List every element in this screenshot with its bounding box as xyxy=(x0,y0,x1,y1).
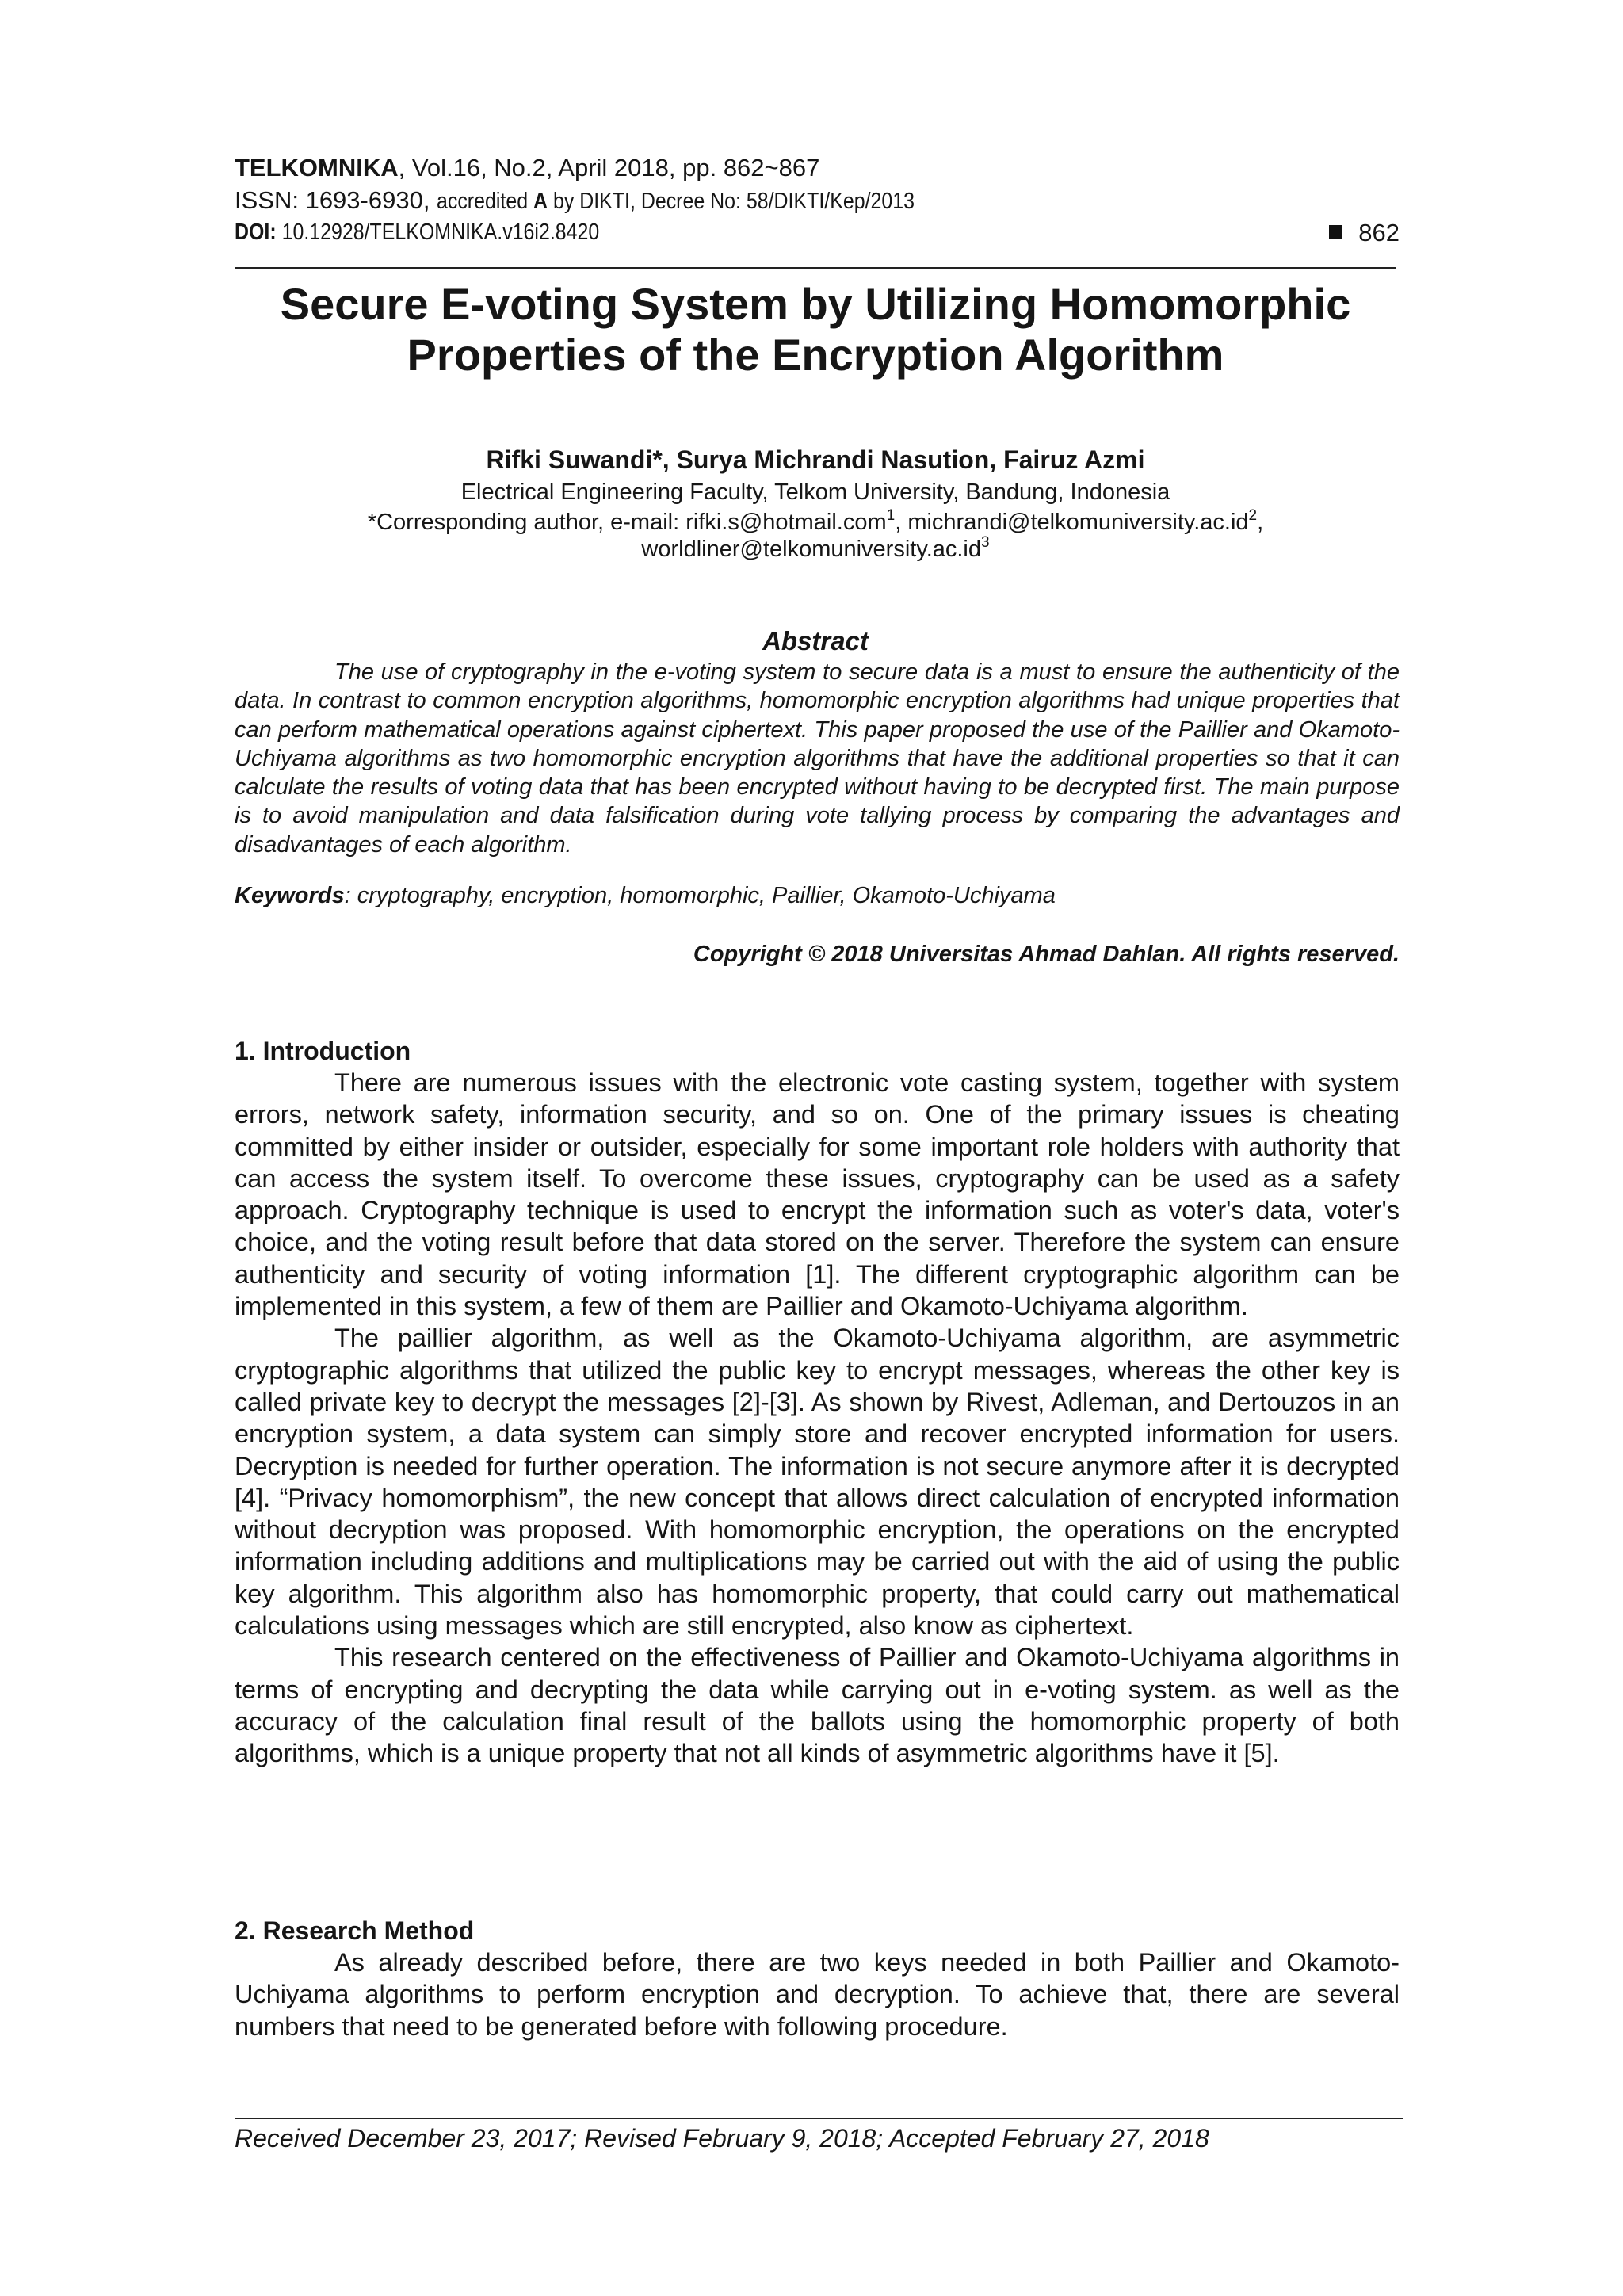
doi-line xyxy=(235,218,1400,246)
section-heading-introduction: 1. Introduction xyxy=(235,1037,411,1065)
introduction-body xyxy=(235,1067,1400,1770)
page-number: 862 xyxy=(1329,219,1400,247)
author-names: Rifki Suwandi*, Surya Michrandi Nasution, Fairuz Azmi xyxy=(486,445,1145,474)
paragraph: The paillier algorithm, as well as the Okamoto-Uchiyama algorithm, are asymmetric cryptographic algorithms that utilized the public key to encrypt messages, whereas the other key is called private key to decrypt the messages [2]-[3]. As shown by Rivest, Adleman, and Dertouzos in an encryption system, a data system can simply store and recover encrypted information for users. Decryption is needed for further operation. The information is not secure anymore after it is decrypted [4]. “Privacy homomorphism”, the new concept that allows direct calculation of encrypted information without decryption was proposed. With homomorphic encryption, the operations on the encrypted information including additions and multiplications may be carried out with the aid of using the public key algorithm. This algorithm also has homomorphic property, that could carry out mathematical calculations using messages which are still encrypted, also know as ciphertext. xyxy=(235,1324,1400,1641)
journal-volume: , Vol.16, No.2, April 2018, pp. 862~867 xyxy=(398,154,820,181)
journal-citation-line xyxy=(235,153,1400,183)
abstract-heading: Abstract xyxy=(762,626,869,655)
doi-value: 10.12928/TELKOMNIKA.v16i2.8420 xyxy=(281,220,600,245)
footer-rule xyxy=(235,2118,1403,2119)
keywords xyxy=(235,881,1400,910)
third-author-email: $worldliner@telkomuniversity.ac.id^3$ xyxy=(641,534,990,562)
copyright-notice: Copyright © 2018 Universitas Ahmad Dahlan. All rights reserved. xyxy=(693,942,1400,967)
paragraph: There are numerous issues with the electronic vote casting system, together with system errors, network safety, information security, and so on. One of the primary issues is cheating committed by either insider or outsider, especially for some important role holders with authority that can access the system itself. To overcome these issues, cryptography can be used as a safety approach. Cryptography technique is used to encrypt the information such as voter's data, voter's choice, and the voting result before that data stored on the server. Therefore the system can ensure authenticity and security of voting information [1]. The different cryptographic algorithm can be implemented in this system, a few of them are Paillier and Okamoto-Uchiyama algorithm. xyxy=(235,1068,1400,1321)
abstract-text: The use of cryptography in the e-voting system to secure data is a must to ensure the authenticity of the data. In contrast to common encryption algorithms, homomorphic encryption algorithms had unique properties that can perform mathematical operations against ciphertext. This paper proposed the use of the Paillier and Okamoto-Uchiyama algorithms as two homomorphic encryption algorithms that have the additional properties so that it can calculate the results of voting data that has been encrypted without having to be decrypted first. The main purpose is to avoid manipulation and data falsification during vote tallying process by comparing the advantages and disadvantages of each algorithm. xyxy=(235,659,1400,858)
square-bullet-icon xyxy=(1329,225,1342,239)
header-rule xyxy=(235,267,1396,269)
paper-title xyxy=(235,279,1396,380)
section-heading-research-method: 2. Research Method xyxy=(235,1916,475,1945)
paragraph: This research centered on the effectiveness of Paillier and Okamoto-Uchiyama algorithms in terms of encrypting and decrypting the data while carrying out in e-voting system. as well as the accuracy of the calculation final result of the ballots using the homomorphic property of both algorithms, which is a unique property that not all kinds of asymmetric algorithms have it [5]. xyxy=(235,1643,1400,1768)
research-method-body xyxy=(235,1946,1400,2042)
received-dates: Received December 23, 2017; Revised February 9, 2018; Accepted February 27, 2018 xyxy=(235,2124,1209,2153)
journal-name: TELKOMNIKA xyxy=(235,154,399,181)
keywords-label: Keywords xyxy=(235,883,345,908)
title-line-1: Secure E-voting System by Utilizing Homomorphic xyxy=(280,279,1351,329)
issn-line xyxy=(235,185,1400,216)
corresponding-author: *Corresponding author, e-mail: rifki.s@hotmail.com$^1$, $michrandi@telkomuniversity.ac.id^2$, xyxy=(367,507,1264,535)
author-affiliation: Electrical Engineering Faculty, Telkom University, Bandung, Indonesia xyxy=(460,479,1170,505)
issn: ISSN: 1693-6930, xyxy=(235,186,437,214)
paragraph: As already described before, there are two keys needed in both Paillier and Okamoto-Uchiyama algorithms to perform encryption and decryption. To achieve that, there are several numbers that need to be generated before with following procedure. xyxy=(235,1948,1400,2041)
keywords-list: : cryptography, encryption, homomorphic, Paillier, Okamoto-Uchiyama xyxy=(344,883,1056,908)
title-line-2: Properties of the Encryption Algorithm xyxy=(407,330,1224,380)
accreditation: accredited A by DIKTI, Decree No: 58/DIKTI/Kep/2013 xyxy=(437,189,915,214)
doi-label: DOI: xyxy=(235,220,282,245)
